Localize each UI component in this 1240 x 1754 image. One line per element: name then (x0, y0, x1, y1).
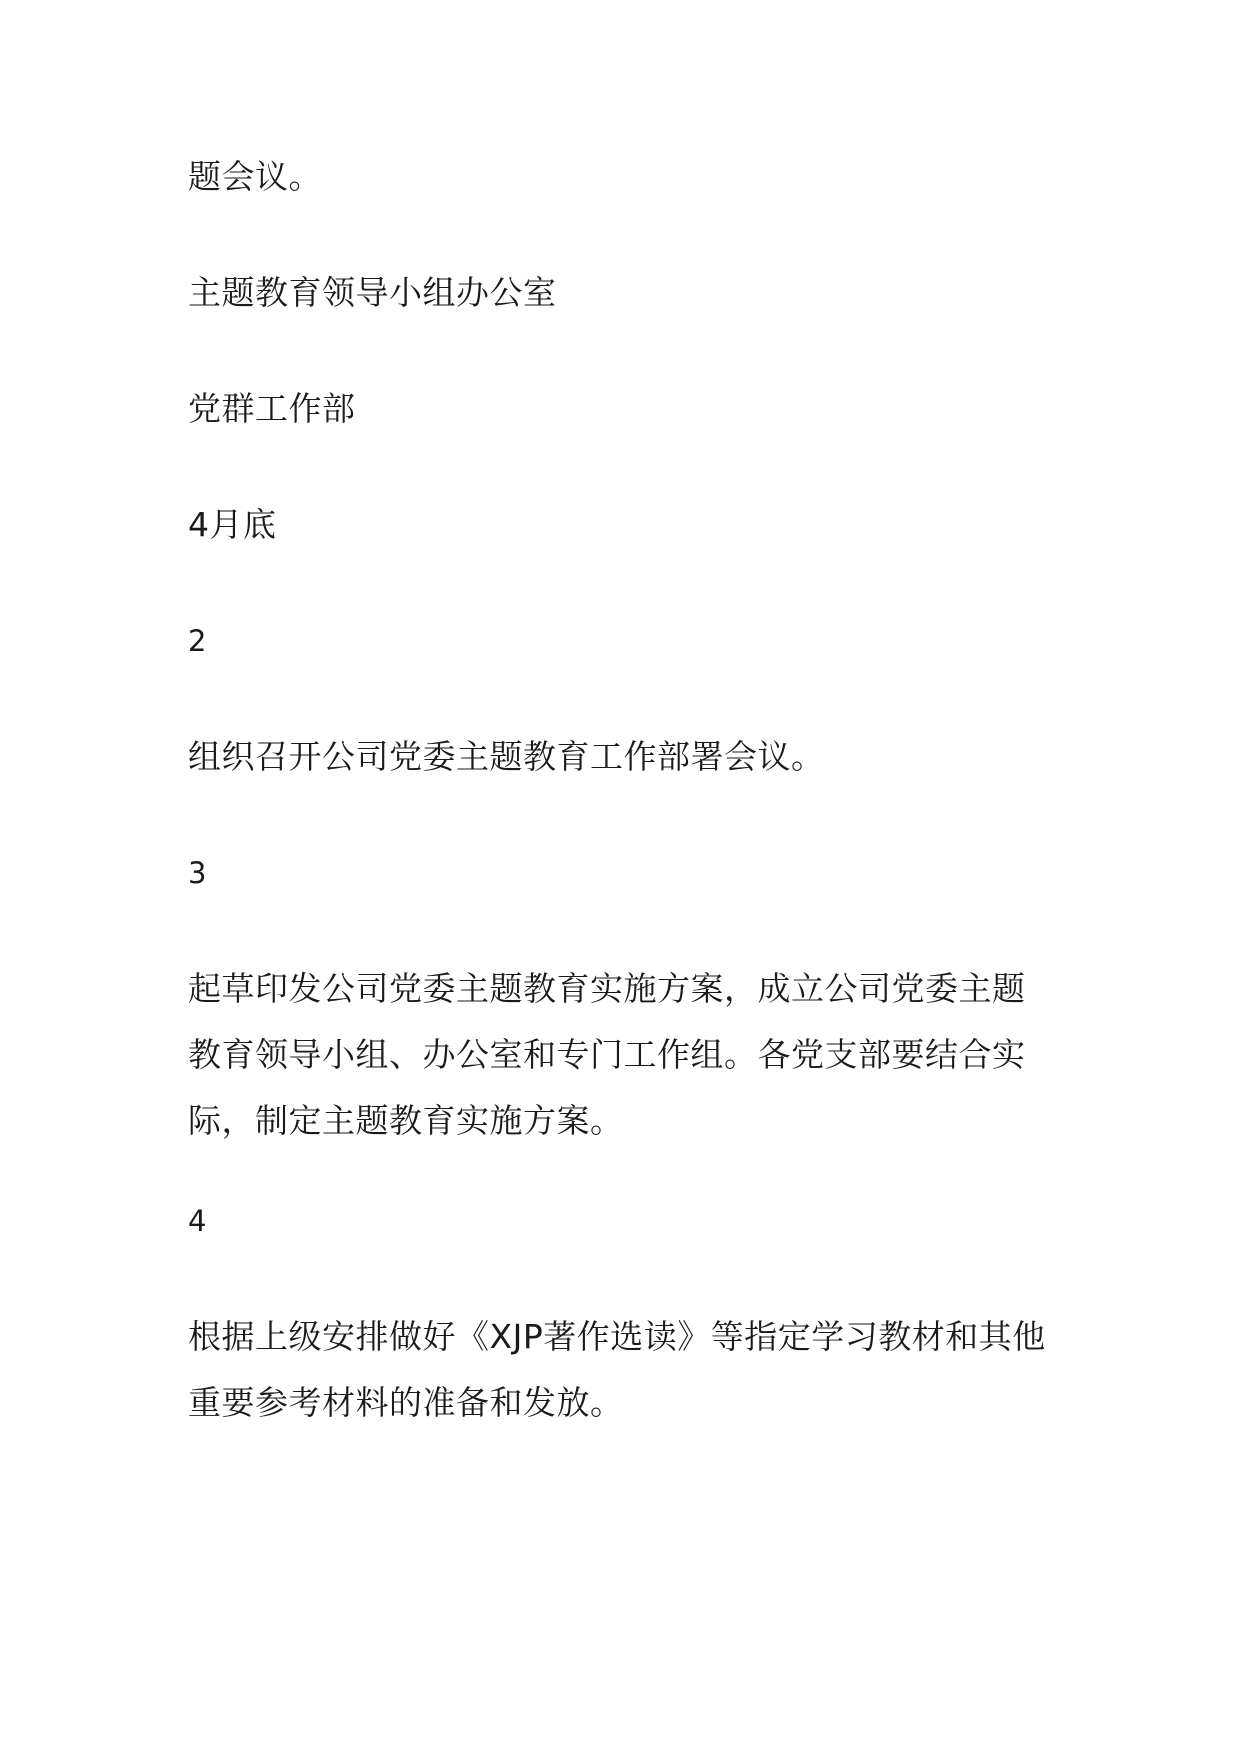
item-3-line-3: 际，制定主题教育实施方案。 (188, 1101, 624, 1140)
item-4-line-2: 重要参考材料的准备和发放。 (188, 1383, 624, 1422)
item-4-paragraph (188, 1304, 1068, 1436)
item-4-line-1: 根据上级安排做好《XJP著作选读》等指定学习教材和其他 (188, 1317, 1046, 1356)
item-2-text: 组织召开公司党委主题教育工作部署会议。 (188, 737, 825, 776)
text-line-meeting-end: 题会议。 (188, 157, 322, 196)
item-number-4: 4 (188, 1204, 207, 1238)
item-number-3: 3 (188, 856, 207, 890)
item-number-2: 2 (188, 624, 207, 658)
item-3-line-2: 教育领导小组、办公室和专门工作组。各党支部要结合实 (188, 1035, 1026, 1074)
deadline: 4月底 (188, 505, 277, 544)
responsible-department: 党群工作部 (188, 389, 356, 428)
responsible-office: 主题教育领导小组办公室 (188, 273, 557, 312)
item-3-paragraph (188, 956, 1068, 1154)
item-3-line-1: 起草印发公司党委主题教育实施方案，成立公司党委主题 (188, 969, 1026, 1008)
